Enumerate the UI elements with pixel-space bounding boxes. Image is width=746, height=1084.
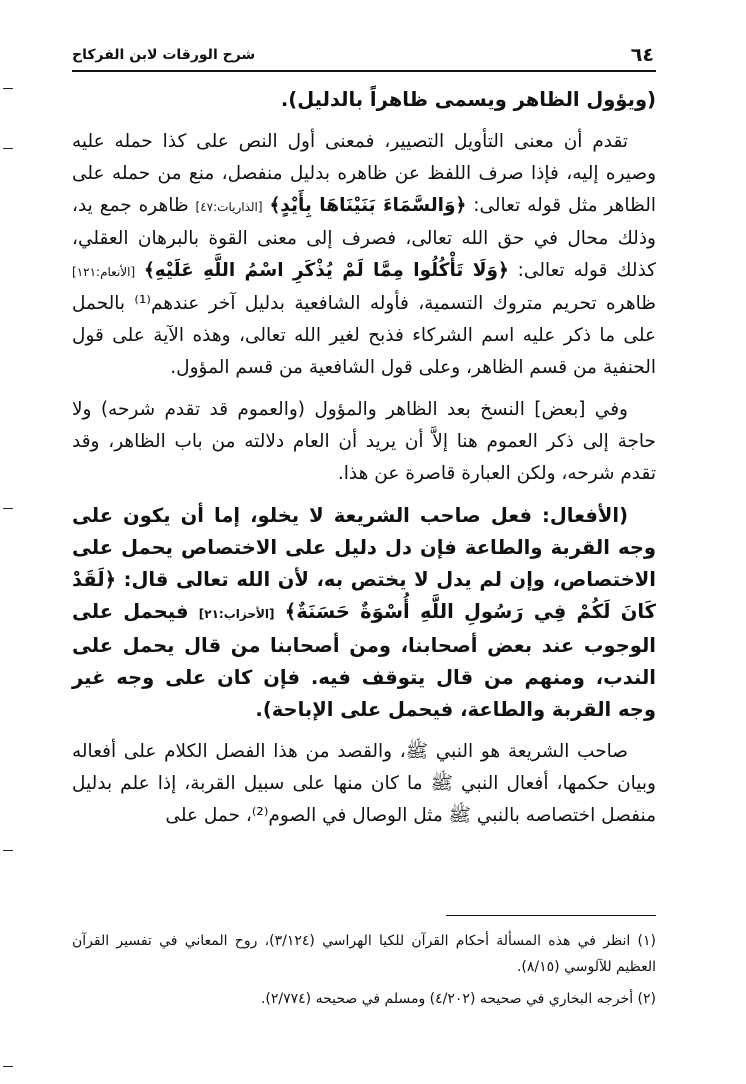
commentary-text: تقدم أن معنى التأويل التصيير، فمعنى أول النص على كذا حمله عليه وصيره إليه، فإذا صرف اللفظ عن ظاهره بدليل منفصل، منع من حمله على الظاهر مثل قوله تعالى: bbox=[72, 131, 656, 216]
commentary-text: ظاهره جمع يد، وذلك محال في حق الله تعالى، فصرف إلى معنى القوة بالبرهان العقلي، كذلك قوله تعالى: bbox=[72, 195, 656, 281]
commentary-paragraph-actions: صاحب الشريعة هو النبي ﷺ، والقصد من هذا الفصل الكلام على أفعاله وبيان حكمها، أفعال النبي ﷺ ما كان منها على سبيل القربة، إذا علم بدليل منفصل اختصاصه بالنبي ﷺ مثل الوصال في الصوم⁽²⁾، حمل على bbox=[72, 741, 656, 826]
verse-reference: [الأحزاب:٢١] bbox=[198, 607, 275, 621]
scan-margin-mark bbox=[3, 88, 13, 89]
commentary-paragraph-interpretation bbox=[72, 126, 656, 384]
matn-paragraph-actions bbox=[72, 500, 656, 726]
footnotes bbox=[72, 928, 656, 1018]
running-title: شرح الورقات لابن الفركاح bbox=[72, 47, 256, 63]
matn-text: (الأفعال: فعل صاحب الشريعة لا يخلو، إما أن يكون على وجه القربة والطاعة فإن دل دليل على الاختصاص يحمل على الاختصاص، وإن لم يدل لا يختص به، لأن الله تعالى قال: bbox=[72, 504, 656, 591]
header-rule bbox=[72, 70, 656, 72]
quran-verse: ﴿وَالسَّمَاءَ بَنَيْنَاهَا بِأَيْدٍ﴾ bbox=[269, 195, 467, 216]
quran-verse: ﴿لَقَدْ كَانَ لَكُمْ فِي رَسُولِ اللَّهِ أُسْوَةٌ حَسَنَةٌ﴾ bbox=[72, 568, 657, 623]
verse-reference: [الذاريات:٤٧] bbox=[195, 200, 263, 214]
scan-margin-mark bbox=[3, 508, 13, 509]
scan-margin-mark bbox=[3, 1066, 13, 1067]
matn-paragraph-interpretation: (ويؤول الظاهر ويسمى ظاهراً بالدليل). bbox=[280, 88, 656, 111]
footnote-2: (٢) أخرجه البخاري في صحيحه (٤/٢٠٢) ومسلم في صحيحه (٢/٧٧٤). bbox=[260, 991, 656, 1007]
scan-margin-mark bbox=[3, 850, 13, 851]
quran-verse: ﴿وَلَا تَأْكُلُوا مِمَّا لَمْ يُذْكَرِ اسْمُ اللَّهِ عَلَيْهِ﴾ bbox=[143, 260, 509, 281]
commentary-text: ظاهره تحريم متروك التسمية، فأوله الشافعية بدليل آخر عندهم⁽¹⁾ بالحمل على ما ذكر عليه اسم الشركاء فذبح لغير الله تعالى، وهذه الآية على قول الحنفية من قسم الظاهر، وعلى قول الشافعية من قسم المؤول. bbox=[72, 293, 656, 378]
footnote-separator bbox=[446, 915, 656, 916]
verse-reference: [الأنعام:١٢١] bbox=[72, 265, 136, 279]
matn-text: فيحمل على الوجوب عند بعض أصحابنا، ومن أصحابنا من قال يحمل على الندب، ومنهم من قال يتوقف فيه. فإن كان على وجه غير وجه القربة والطاعة، فيحمل على الإباحة). bbox=[72, 600, 656, 721]
main-text bbox=[72, 84, 656, 842]
page-header bbox=[72, 40, 654, 70]
commentary-paragraph-manuscripts: وفي [بعض] النسخ بعد الظاهر والمؤول (والعموم قد تقدم شرحه) ولا حاجة إلى ذكر العموم هنا إلاَّ أن يريد أن العام دلالته من باب الظاهر، وقد تقدم شرحه، ولكن العبارة قاصرة عن هذا. bbox=[72, 399, 656, 484]
scan-margin-mark bbox=[3, 148, 13, 149]
page-number: ٦٤ bbox=[630, 44, 654, 66]
footnote-1: (١) انظر في هذه المسألة أحكام القرآن للكيا الهراسي (٣/١٢٤)، روح المعاني في تفسير القرآن العظيم للآلوسي (٨/١٥). bbox=[72, 933, 656, 975]
